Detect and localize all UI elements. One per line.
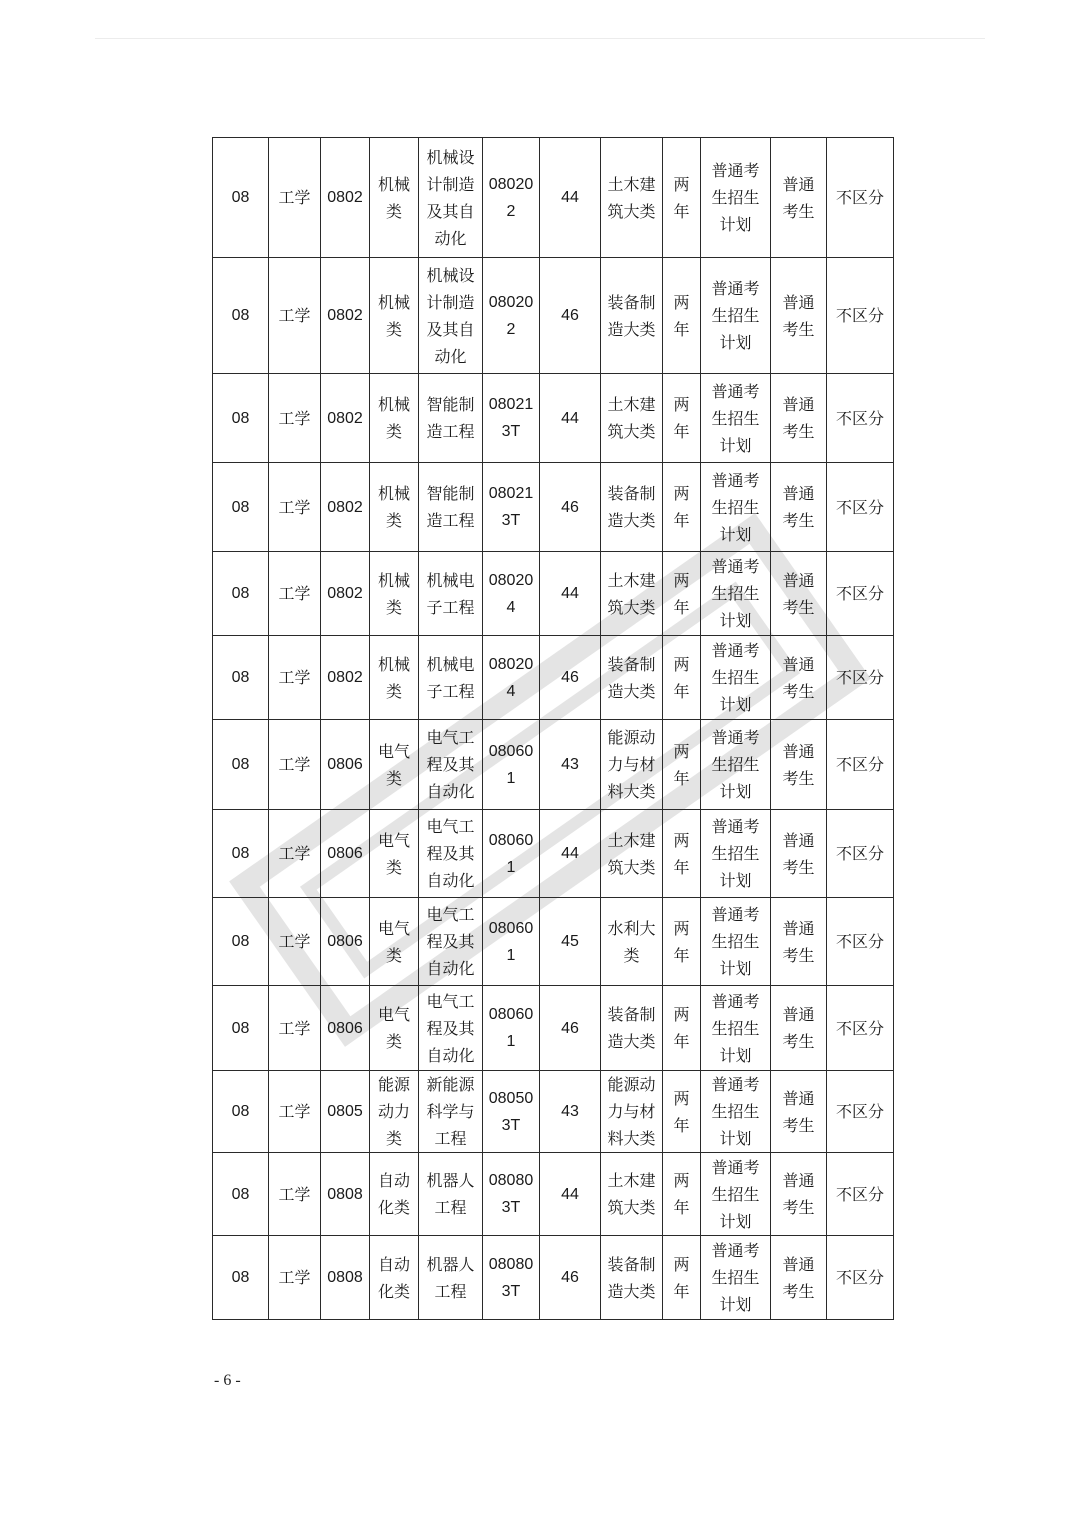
cell-vocational-class: 土木建 筑大类 [601, 374, 663, 463]
cell-gender-limit: 不区分 [827, 463, 894, 552]
cell-discipline-code: 0802 [321, 636, 370, 720]
table-row [213, 720, 894, 810]
cell-plan-type: 普通考 生招生 计划 [701, 1236, 771, 1320]
cell-major-name: 机器人 工程 [419, 1236, 483, 1320]
cell-vocational-class: 装备制 造大类 [601, 636, 663, 720]
table-row [213, 1153, 894, 1236]
cell-major-code: 08021 3T [483, 463, 540, 552]
cell-discipline-class: 能源 动力 类 [370, 1071, 419, 1153]
cell-gender-limit: 不区分 [827, 720, 894, 810]
cell-plan-type: 普通考 生招生 计划 [701, 810, 771, 898]
cell-vocational-class: 装备制 造大类 [601, 463, 663, 552]
cell-plan-type: 普通考 生招生 计划 [701, 138, 771, 258]
cell-major-name: 机器人 工程 [419, 1153, 483, 1236]
cell-discipline-class: 机械 类 [370, 636, 419, 720]
cell-major-code: 08060 1 [483, 898, 540, 986]
cell-vocational-class-code: 44 [540, 552, 601, 636]
cell-plan-type: 普通考 生招生 计划 [701, 374, 771, 463]
cell-gender-limit: 不区分 [827, 986, 894, 1071]
cell-student-type: 普通 考生 [771, 898, 827, 986]
cell-discipline-code: 0806 [321, 986, 370, 1071]
cell-plan-type: 普通考 生招生 计划 [701, 1071, 771, 1153]
cell-vocational-class: 装备制 造大类 [601, 1236, 663, 1320]
cell-student-type: 普通 考生 [771, 1236, 827, 1320]
cell-plan-type: 普通考 生招生 计划 [701, 898, 771, 986]
cell-vocational-class-code: 44 [540, 810, 601, 898]
cell-duration: 两 年 [663, 898, 701, 986]
cell-category-code: 08 [213, 258, 269, 374]
cell-plan-type: 普通考 生招生 计划 [701, 1153, 771, 1236]
cell-major-name: 新能源 科学与 工程 [419, 1071, 483, 1153]
cell-major-code: 08020 2 [483, 138, 540, 258]
cell-discipline-class: 电气 类 [370, 898, 419, 986]
cell-major-code: 08060 1 [483, 810, 540, 898]
cell-student-type: 普通 考生 [771, 138, 827, 258]
cell-plan-type: 普通考 生招生 计划 [701, 258, 771, 374]
cell-discipline-class: 电气 类 [370, 720, 419, 810]
cell-discipline-class: 电气 类 [370, 810, 419, 898]
cell-plan-type: 普通考 生招生 计划 [701, 636, 771, 720]
cell-gender-limit: 不区分 [827, 1236, 894, 1320]
cell-gender-limit: 不区分 [827, 552, 894, 636]
cell-vocational-class: 土木建 筑大类 [601, 810, 663, 898]
cell-gender-limit: 不区分 [827, 374, 894, 463]
cell-discipline-code: 0802 [321, 552, 370, 636]
cell-gender-limit: 不区分 [827, 1071, 894, 1153]
cell-duration: 两 年 [663, 1153, 701, 1236]
cell-discipline-class: 自动 化类 [370, 1153, 419, 1236]
cell-duration: 两 年 [663, 258, 701, 374]
cell-duration: 两 年 [663, 986, 701, 1071]
cell-student-type: 普通 考生 [771, 552, 827, 636]
cell-vocational-class-code: 46 [540, 636, 601, 720]
cell-vocational-class-code: 46 [540, 1236, 601, 1320]
cell-discipline-class: 机械 类 [370, 463, 419, 552]
cell-duration: 两 年 [663, 720, 701, 810]
cell-duration: 两 年 [663, 1236, 701, 1320]
table-row [213, 258, 894, 374]
table-row [213, 1236, 894, 1320]
cell-major-name: 机械设 计制造 及其自 动化 [419, 138, 483, 258]
cell-discipline-class: 机械 类 [370, 138, 419, 258]
cell-category-code: 08 [213, 138, 269, 258]
cell-student-type: 普通 考生 [771, 1071, 827, 1153]
cell-discipline-code: 0808 [321, 1236, 370, 1320]
cell-category: 工学 [269, 636, 321, 720]
cell-vocational-class-code: 44 [540, 138, 601, 258]
cell-category-code: 08 [213, 1236, 269, 1320]
cell-major-name: 智能制 造工程 [419, 463, 483, 552]
table-row [213, 810, 894, 898]
table-row [213, 636, 894, 720]
cell-vocational-class-code: 44 [540, 374, 601, 463]
cell-discipline-code: 0808 [321, 1153, 370, 1236]
cell-student-type: 普通 考生 [771, 1153, 827, 1236]
cell-major-name: 机械电 子工程 [419, 636, 483, 720]
cell-category: 工学 [269, 1236, 321, 1320]
cell-gender-limit: 不区分 [827, 898, 894, 986]
cell-major-code: 08060 1 [483, 720, 540, 810]
cell-category-code: 08 [213, 720, 269, 810]
table-row [213, 1071, 894, 1153]
cell-category: 工学 [269, 1071, 321, 1153]
cell-category-code: 08 [213, 1153, 269, 1236]
cell-vocational-class-code: 44 [540, 1153, 601, 1236]
cell-vocational-class: 装备制 造大类 [601, 258, 663, 374]
cell-student-type: 普通 考生 [771, 374, 827, 463]
page-number: - 6 - [214, 1372, 241, 1389]
cell-category: 工学 [269, 1153, 321, 1236]
cell-vocational-class: 土木建 筑大类 [601, 1153, 663, 1236]
cell-category-code: 08 [213, 374, 269, 463]
table-row [213, 898, 894, 986]
cell-category: 工学 [269, 898, 321, 986]
cell-gender-limit: 不区分 [827, 636, 894, 720]
cell-discipline-code: 0802 [321, 463, 370, 552]
cell-student-type: 普通 考生 [771, 258, 827, 374]
cell-vocational-class: 能源动 力与材 料大类 [601, 1071, 663, 1153]
cell-discipline-class: 机械 类 [370, 258, 419, 374]
cell-category: 工学 [269, 463, 321, 552]
cell-gender-limit: 不区分 [827, 1153, 894, 1236]
cell-duration: 两 年 [663, 552, 701, 636]
cell-major-name: 电气工 程及其 自动化 [419, 898, 483, 986]
cell-vocational-class: 土木建 筑大类 [601, 138, 663, 258]
cell-duration: 两 年 [663, 374, 701, 463]
cell-discipline-code: 0802 [321, 374, 370, 463]
cell-duration: 两 年 [663, 463, 701, 552]
cell-category-code: 08 [213, 986, 269, 1071]
cell-category-code: 08 [213, 463, 269, 552]
cell-major-name: 电气工 程及其 自动化 [419, 810, 483, 898]
cell-category-code: 08 [213, 552, 269, 636]
cell-plan-type: 普通考 生招生 计划 [701, 720, 771, 810]
table-row [213, 986, 894, 1071]
cell-discipline-code: 0802 [321, 258, 370, 374]
cell-gender-limit: 不区分 [827, 810, 894, 898]
cell-major-code: 08080 3T [483, 1153, 540, 1236]
cell-vocational-class-code: 46 [540, 258, 601, 374]
cell-category: 工学 [269, 720, 321, 810]
cell-student-type: 普通 考生 [771, 810, 827, 898]
cell-discipline-code: 0802 [321, 138, 370, 258]
cell-student-type: 普通 考生 [771, 636, 827, 720]
cell-student-type: 普通 考生 [771, 463, 827, 552]
cell-major-code: 08050 3T [483, 1071, 540, 1153]
cell-category: 工学 [269, 258, 321, 374]
cell-duration: 两 年 [663, 1071, 701, 1153]
cell-discipline-code: 0806 [321, 810, 370, 898]
table-row [213, 463, 894, 552]
cell-vocational-class: 装备制 造大类 [601, 986, 663, 1071]
cell-category: 工学 [269, 138, 321, 258]
cell-gender-limit: 不区分 [827, 258, 894, 374]
cell-duration: 两 年 [663, 810, 701, 898]
cell-discipline-class: 自动 化类 [370, 1236, 419, 1320]
cell-category-code: 08 [213, 1071, 269, 1153]
cell-vocational-class: 水利大 类 [601, 898, 663, 986]
top-rule [95, 38, 985, 39]
table-row [213, 552, 894, 636]
cell-major-code: 08020 4 [483, 552, 540, 636]
cell-vocational-class: 土木建 筑大类 [601, 552, 663, 636]
cell-category: 工学 [269, 810, 321, 898]
cell-major-code: 08080 3T [483, 1236, 540, 1320]
cell-major-name: 电气工 程及其 自动化 [419, 720, 483, 810]
cell-vocational-class-code: 46 [540, 463, 601, 552]
cell-category-code: 08 [213, 898, 269, 986]
cell-major-name: 电气工 程及其 自动化 [419, 986, 483, 1071]
cell-student-type: 普通 考生 [771, 720, 827, 810]
cell-gender-limit: 不区分 [827, 138, 894, 258]
cell-plan-type: 普通考 生招生 计划 [701, 986, 771, 1071]
cell-major-code: 08020 4 [483, 636, 540, 720]
cell-major-code: 08021 3T [483, 374, 540, 463]
cell-plan-type: 普通考 生招生 计划 [701, 463, 771, 552]
cell-major-name: 机械设 计制造 及其自 动化 [419, 258, 483, 374]
cell-plan-type: 普通考 生招生 计划 [701, 552, 771, 636]
cell-major-name: 机械电 子工程 [419, 552, 483, 636]
table-row [213, 138, 894, 258]
cell-category: 工学 [269, 374, 321, 463]
cell-major-code: 08060 1 [483, 986, 540, 1071]
cell-discipline-code: 0806 [321, 720, 370, 810]
enrollment-table [212, 137, 894, 1320]
cell-category: 工学 [269, 552, 321, 636]
cell-discipline-class: 电气 类 [370, 986, 419, 1071]
cell-vocational-class-code: 45 [540, 898, 601, 986]
cell-category-code: 08 [213, 636, 269, 720]
cell-vocational-class-code: 43 [540, 1071, 601, 1153]
table-row [213, 374, 894, 463]
cell-vocational-class-code: 43 [540, 720, 601, 810]
cell-duration: 两 年 [663, 636, 701, 720]
cell-discipline-class: 机械 类 [370, 552, 419, 636]
cell-duration: 两 年 [663, 138, 701, 258]
cell-category: 工学 [269, 986, 321, 1071]
cell-major-code: 08020 2 [483, 258, 540, 374]
cell-vocational-class-code: 46 [540, 986, 601, 1071]
cell-category-code: 08 [213, 810, 269, 898]
cell-student-type: 普通 考生 [771, 986, 827, 1071]
cell-vocational-class: 能源动 力与材 料大类 [601, 720, 663, 810]
cell-major-name: 智能制 造工程 [419, 374, 483, 463]
cell-discipline-code: 0806 [321, 898, 370, 986]
cell-discipline-code: 0805 [321, 1071, 370, 1153]
cell-discipline-class: 机械 类 [370, 374, 419, 463]
table-body [213, 138, 894, 1320]
